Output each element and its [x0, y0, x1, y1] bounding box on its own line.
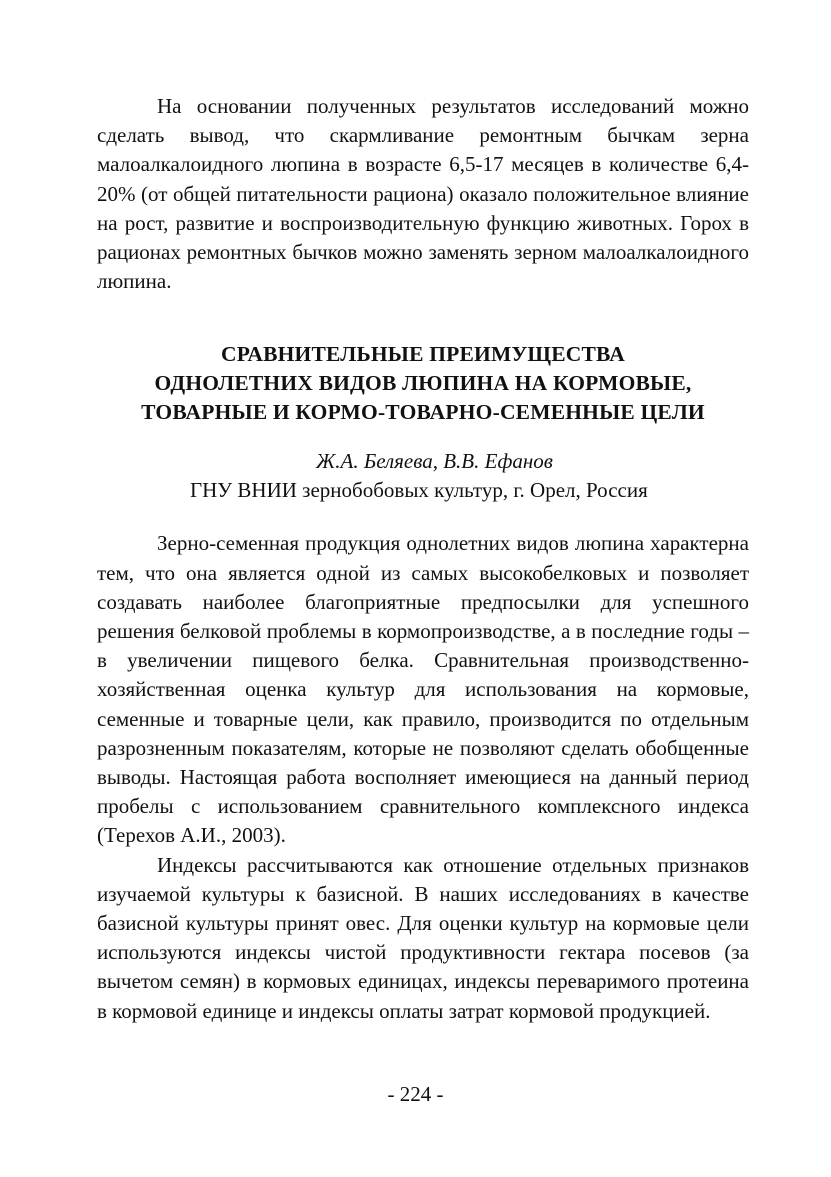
body-paragraph: Зерно-семенная продукция однолетних видов люпина характерна тем, что она является одной из самых высокобелковых и позволяет создавать наиболее благоприятные предпосылки для успешного решения белковой проблемы в кормопроизводстве, а в последние годы – в увеличении пищевого белка. Сравнительная производственно-хозяйственная оценка культур для использования на кормовые, семенные и товарные цели, как правило, производится по отдельным разрозненным показателям, которые не позволяют сделать обобщенные выводы. Настоящая работа восполняет имеющиеся на данный период пробелы с использованием сравнительного комплексного индекса (Терехов А.И., 2003).: [97, 531, 749, 848]
conclusion-paragraph: На основании полученных результатов исследований можно сделать вывод, что скармливание ремонтным бычкам зерна малоалкалоидного люпина в возрасте 6,5-17 месяцев в количестве 6,4-20% (от общей питательности рациона) оказало положительное влияние на рост, развитие и воспроизводительную функцию животных. Горох в рационах ремонтных бычков можно заменять зерном малоалкалоидного люпина.: [97, 94, 749, 294]
title-line: СРАВНИТЕЛЬНЫЕ ПРЕИМУЩЕСТВА: [221, 342, 625, 367]
title-line: ОДНОЛЕТНИХ ВИДОВ ЛЮПИНА НА КОРМОВЫЕ,: [154, 371, 692, 396]
title-line: ТОВАРНЫЕ И КОРМО-ТОВАРНО-СЕМЕННЫЕ ЦЕЛИ: [141, 400, 705, 425]
article-title: [97, 340, 749, 427]
article-affiliation: ГНУ ВНИИ зернобобовых культур, г. Орел, Россия: [190, 478, 648, 503]
article-authors: Ж.А. Беляева, В.В. Ефанов: [316, 449, 553, 474]
page-number: - 224 -: [387, 1082, 444, 1106]
body-paragraph: Индексы рассчитываются как отношение отдельных признаков изучаемой культуры к базисной. В наших исследованиях в качестве базисной культуры принят овес. Для оценки культур на кормовые цели используются индексы чистой продуктивности гектара посевов (за вычетом семян) в кормовых единицах, индексы переваримого протеина в кормовой единице и индексы оплаты затрат кормовой продукцией.: [97, 852, 749, 1023]
document-page: [97, 92, 749, 1026]
